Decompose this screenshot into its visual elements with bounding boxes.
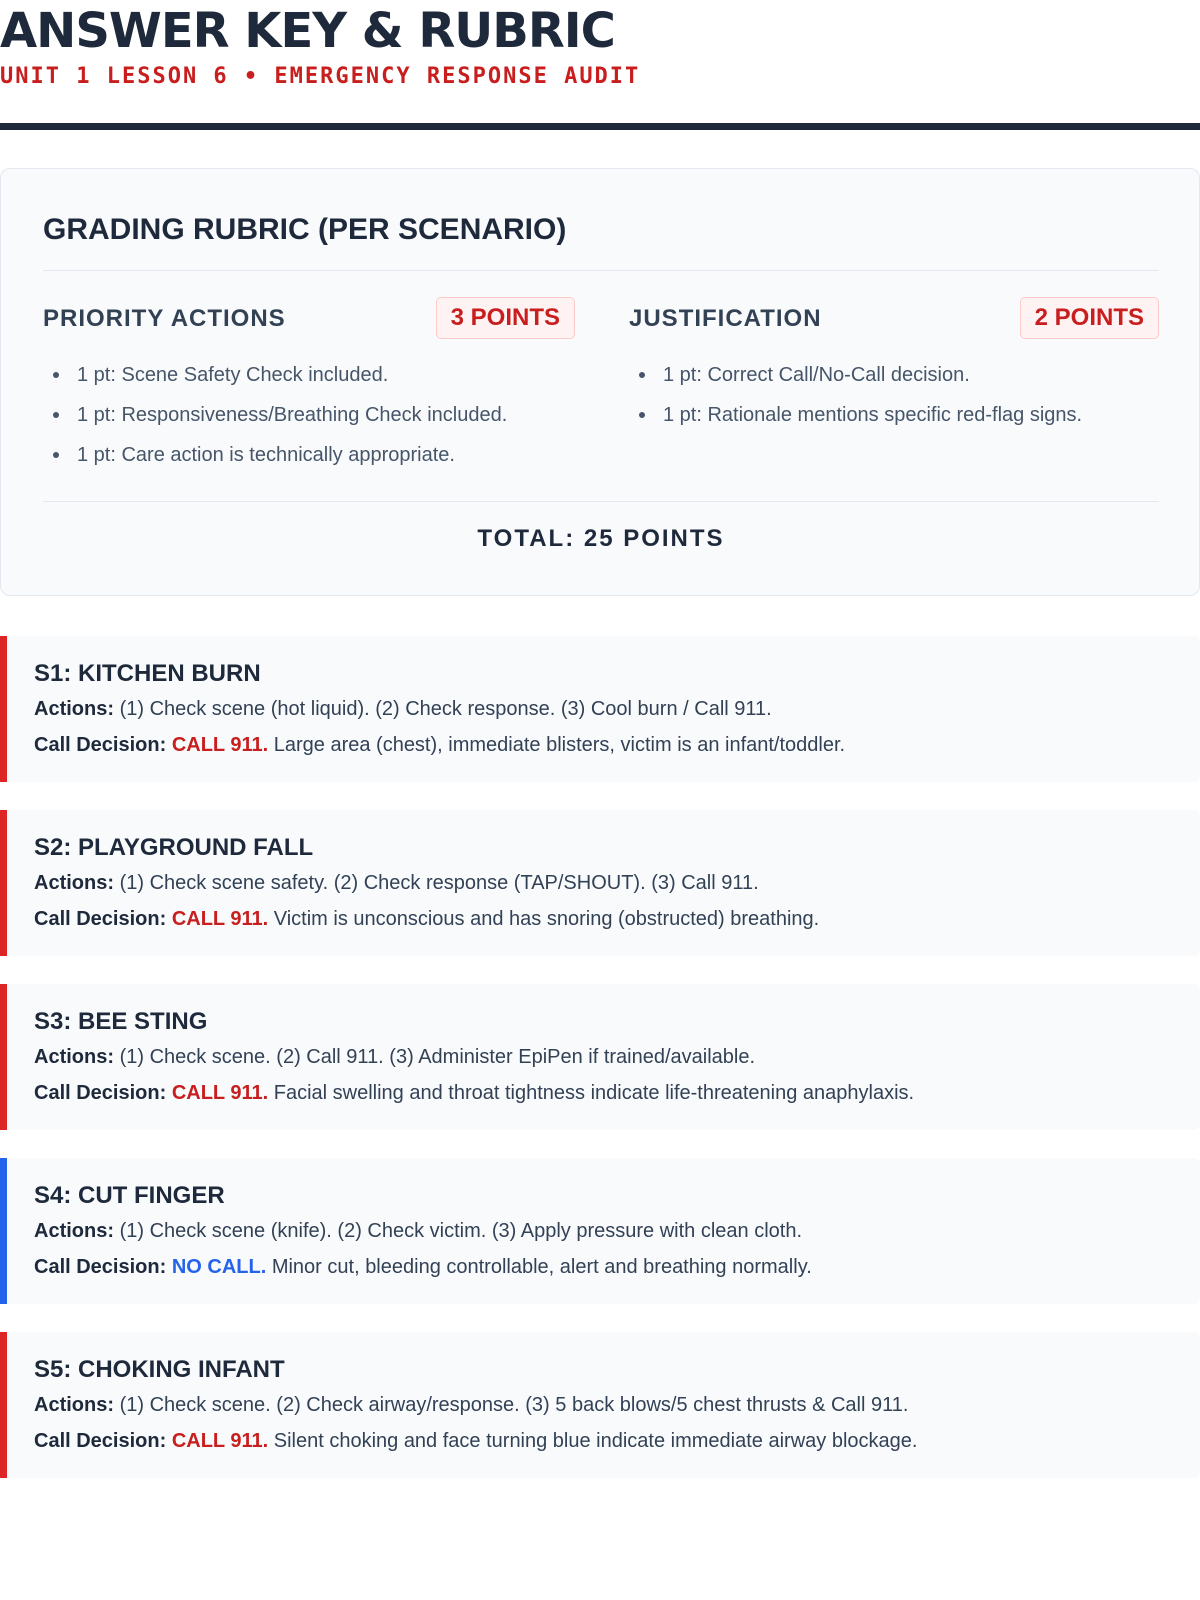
scenario-actions [34, 698, 772, 721]
justification-criteria-list [629, 361, 1159, 441]
scenario-call-decision [34, 734, 845, 757]
criterion-item [43, 401, 575, 441]
decision-value: CALL 911. [171, 908, 269, 930]
scenario-card-s5 [0, 1332, 1200, 1478]
page-subtitle: UNIT 1 LESSON 6 • EMERGENCY RESPONSE AUDIT [0, 64, 641, 89]
criterion-text: 1 pt: Scene Safety Check included. [77, 364, 389, 386]
decision-rationale: Facial swelling and throat tightness indicate life-threatening anaphylaxis. [273, 1082, 915, 1104]
criterion-item [43, 441, 575, 481]
justification-column [629, 297, 1159, 441]
decision-rationale: Large area (chest), immediate blisters, victim is an infant/toddler. [273, 734, 846, 756]
decision-rationale: Victim is unconscious and has snoring (obstructed) breathing. [273, 908, 820, 930]
bullet-icon [53, 452, 59, 458]
criterion-text: 1 pt: Correct Call/No-Call decision. [663, 364, 970, 386]
actions-text: (1) Check scene (knife). (2) Check victim. (3) Apply pressure with clean cloth. [119, 1220, 803, 1242]
scenario-title: S3: BEE STING [34, 1008, 208, 1035]
scenario-title: S5: CHOKING INFANT [34, 1356, 285, 1383]
scenario-actions [34, 872, 759, 895]
scenario-card-s4 [0, 1158, 1200, 1304]
actions-label: Actions: [34, 872, 114, 894]
decision-value: CALL 911. [171, 1082, 269, 1104]
scenario-call-decision [34, 1256, 812, 1279]
decision-value: CALL 911. [171, 734, 269, 756]
scenario-actions [34, 1220, 802, 1243]
scenario-card-s3 [0, 984, 1200, 1130]
actions-label: Actions: [34, 1394, 114, 1416]
call-decision-label: Call Decision: [34, 1430, 167, 1452]
decision-value: CALL 911. [171, 1430, 269, 1452]
scenario-title: S1: KITCHEN BURN [34, 660, 261, 687]
rubric-divider-bottom [43, 501, 1159, 502]
scenario-actions [34, 1394, 908, 1417]
priority-actions-title: PRIORITY ACTIONS [43, 305, 286, 332]
actions-label: Actions: [34, 1220, 114, 1242]
scenario-title: S2: PLAYGROUND FALL [34, 834, 314, 861]
actions-text: (1) Check scene safety. (2) Check response (TAP/SHOUT). (3) Call 911. [119, 872, 759, 894]
call-decision-label: Call Decision: [34, 734, 167, 756]
decision-rationale: Silent choking and face turning blue indicate immediate airway blockage. [273, 1430, 918, 1452]
actions-label: Actions: [34, 698, 114, 720]
justification-points-badge: 2 POINTS [1020, 297, 1159, 339]
criterion-text: 1 pt: Care action is technically appropriate. [77, 444, 455, 466]
criterion-item [629, 361, 1159, 401]
bullet-icon [639, 412, 645, 418]
actions-label: Actions: [34, 1046, 114, 1068]
scenario-call-decision [34, 1430, 917, 1453]
justification-header [629, 297, 1159, 339]
scenario-title: S4: CUT FINGER [34, 1182, 225, 1209]
scenario-card-s1 [0, 636, 1200, 782]
actions-text: (1) Check scene (hot liquid). (2) Check response. (3) Cool burn / Call 911. [119, 698, 772, 720]
criterion-item [43, 361, 575, 401]
page-header [0, 0, 1200, 130]
bullet-icon [53, 372, 59, 378]
scenario-card-s2 [0, 810, 1200, 956]
actions-text: (1) Check scene. (2) Call 911. (3) Administer EpiPen if trained/available. [119, 1046, 756, 1068]
criterion-text: 1 pt: Rationale mentions specific red-flag signs. [663, 404, 1083, 426]
scenario-call-decision [34, 1082, 914, 1105]
page-title: ANSWER KEY & RUBRIC [0, 3, 615, 59]
scenario-call-decision [34, 908, 819, 931]
actions-text: (1) Check scene. (2) Check airway/response. (3) 5 back blows/5 chest thrusts & Call 911. [119, 1394, 909, 1416]
call-decision-label: Call Decision: [34, 1082, 167, 1104]
priority-actions-column [43, 297, 575, 481]
criterion-text: 1 pt: Responsiveness/Breathing Check included. [77, 404, 508, 426]
rubric-title: GRADING RUBRIC (PER SCENARIO) [43, 213, 567, 246]
priority-criteria-list [43, 361, 575, 481]
justification-title: JUSTIFICATION [629, 305, 822, 332]
scenario-actions [34, 1046, 755, 1069]
rubric-divider-top [43, 270, 1159, 271]
call-decision-label: Call Decision: [34, 908, 167, 930]
priority-actions-header [43, 297, 575, 339]
bullet-icon [53, 412, 59, 418]
bullet-icon [639, 372, 645, 378]
decision-rationale: Minor cut, bleeding controllable, alert and breathing normally. [271, 1256, 812, 1278]
priority-points-badge: 3 POINTS [436, 297, 575, 339]
criterion-item [629, 401, 1159, 441]
call-decision-label: Call Decision: [34, 1256, 167, 1278]
decision-value: NO CALL. [171, 1256, 267, 1278]
rubric-total: TOTAL: 25 POINTS [477, 525, 725, 552]
grading-rubric-card [0, 168, 1200, 596]
